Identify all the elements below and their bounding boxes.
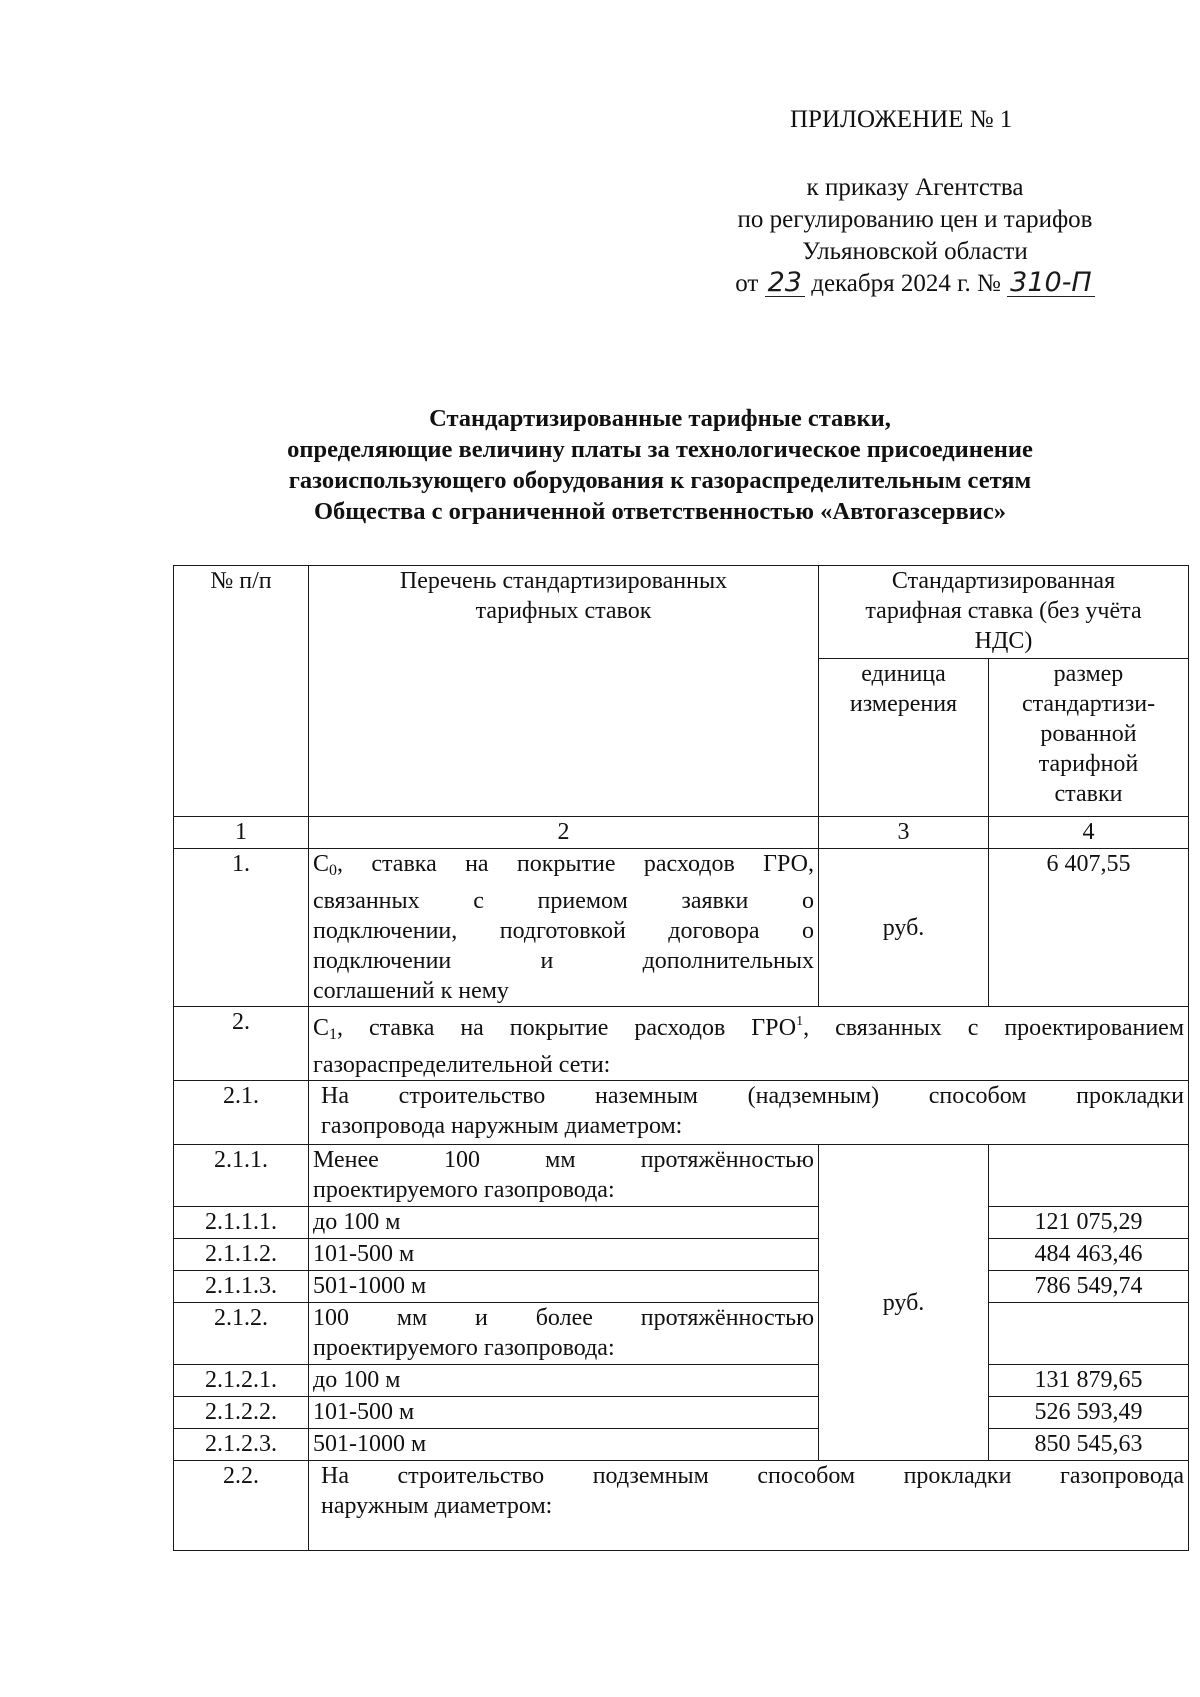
header-size: размер стандартизи-рованной тарифной ставки (989, 659, 1189, 817)
row-num: 2.1.2. (174, 1303, 309, 1365)
col-number-3: 3 (819, 817, 989, 849)
group-unit: руб. (819, 1145, 989, 1461)
row-text: 101-500 м (309, 1239, 819, 1271)
header-rate-group: Стандартизированная тарифная ставка (без учёта НДС) (819, 566, 1189, 659)
table-row (174, 1207, 1189, 1239)
row-num: 2.1.2.3. (174, 1429, 309, 1461)
table-row (174, 1365, 1189, 1397)
row-num: 1. (174, 849, 309, 1007)
col-number-2: 2 (309, 817, 819, 849)
header-unit: единица измерения (819, 659, 989, 817)
row-unit: руб. (819, 849, 989, 1007)
table-row (174, 1239, 1189, 1271)
header-list: Перечень стандартизированных тарифных ставок (309, 566, 819, 817)
row-num: 2.1.1.3. (174, 1271, 309, 1303)
title-line-2: определяющие величину платы за технологическое присоединение (287, 436, 1033, 463)
row-num: 2.1.1.2. (174, 1239, 309, 1271)
order-line-4 (690, 268, 1140, 300)
appendix-title: ПРИЛОЖЕНИЕ № 1 (790, 106, 1013, 133)
row-text: $C_1$, ставка на покрытие расходов ГРО$^1$, связанных с проектированием газораспределительной сети: (309, 1007, 1189, 1081)
order-day-handwritten: 23 (765, 270, 805, 297)
row-num: 2.1.1. (174, 1145, 309, 1207)
title-line-1: Стандартизированные тарифные ставки, (429, 405, 891, 432)
document-title (180, 403, 1140, 527)
table-row (174, 1303, 1189, 1365)
row-text: 100 мм и более протяжённостью проектируемого газопровода: (309, 1303, 819, 1365)
tariff-table (173, 565, 1189, 1551)
order-date-prefix: от (735, 270, 759, 297)
row-value-empty (989, 1303, 1189, 1365)
row-value: 131 879,65 (989, 1365, 1189, 1397)
row-value: 484 463,46 (989, 1239, 1189, 1271)
row-value: 6 407,55 (989, 849, 1189, 1007)
table-row (174, 1007, 1189, 1081)
row-num: 2. (174, 1007, 309, 1081)
order-number-handwritten: 310-П (1007, 270, 1095, 297)
column-numbers-row (174, 817, 1189, 849)
row-text: до 100 м (309, 1365, 819, 1397)
order-line-1: к приказу Агентства (806, 174, 1024, 201)
row-text: до 100 м (309, 1207, 819, 1239)
row-text: $C_0$, ставка на покрытие расходов ГРО, связанных с приемом заявки о подключении, подготовкой договора о подключении и дополнительных соглашений к нему (309, 849, 819, 1007)
row-num: 2.1.2.1. (174, 1365, 309, 1397)
row-text: На строительство подземным способом прокладки газопровода наружным диаметром: (309, 1461, 1189, 1551)
row-text: Менее 100 мм протяжённостью проектируемого газопровода: (309, 1145, 819, 1207)
row-value: 526 593,49 (989, 1397, 1189, 1429)
order-reference (690, 172, 1140, 300)
order-line-2: по регулированию цен и тарифов (737, 206, 1093, 233)
order-date-suffix: декабря 2024 г. № (811, 270, 1001, 297)
row-text: На строительство наземным (надземным) способом прокладки газопровода наружным диаметром: (309, 1081, 1189, 1145)
row-num: 2.1.2.2. (174, 1397, 309, 1429)
col-number-4: 4 (989, 817, 1189, 849)
table-row (174, 849, 1189, 1007)
table-row (174, 1461, 1189, 1551)
row-num: 2.1.1.1. (174, 1207, 309, 1239)
row-text: 501-1000 м (309, 1271, 819, 1303)
col-number-1: 1 (174, 817, 309, 849)
table-row (174, 1397, 1189, 1429)
row-value: 121 075,29 (989, 1207, 1189, 1239)
table-row (174, 1145, 1189, 1207)
row-value-empty (989, 1145, 1189, 1207)
row-value: 850 545,63 (989, 1429, 1189, 1461)
row-text: 101-500 м (309, 1397, 819, 1429)
order-line-3: Ульяновской области (802, 238, 1028, 265)
title-line-4: Общества с ограниченной ответственностью «Автогазсервис» (313, 498, 1007, 525)
table-row (174, 1429, 1189, 1461)
table-row (174, 1271, 1189, 1303)
row-value: 786 549,74 (989, 1271, 1189, 1303)
table-row (174, 1081, 1189, 1145)
header-num: № п/п (174, 566, 309, 817)
row-num: 2.2. (174, 1461, 309, 1551)
table-header-row (174, 566, 1189, 659)
row-text: 501-1000 м (309, 1429, 819, 1461)
row-num: 2.1. (174, 1081, 309, 1145)
title-line-3: газоиспользующего оборудования к газораспределительным сетям (288, 467, 1032, 494)
